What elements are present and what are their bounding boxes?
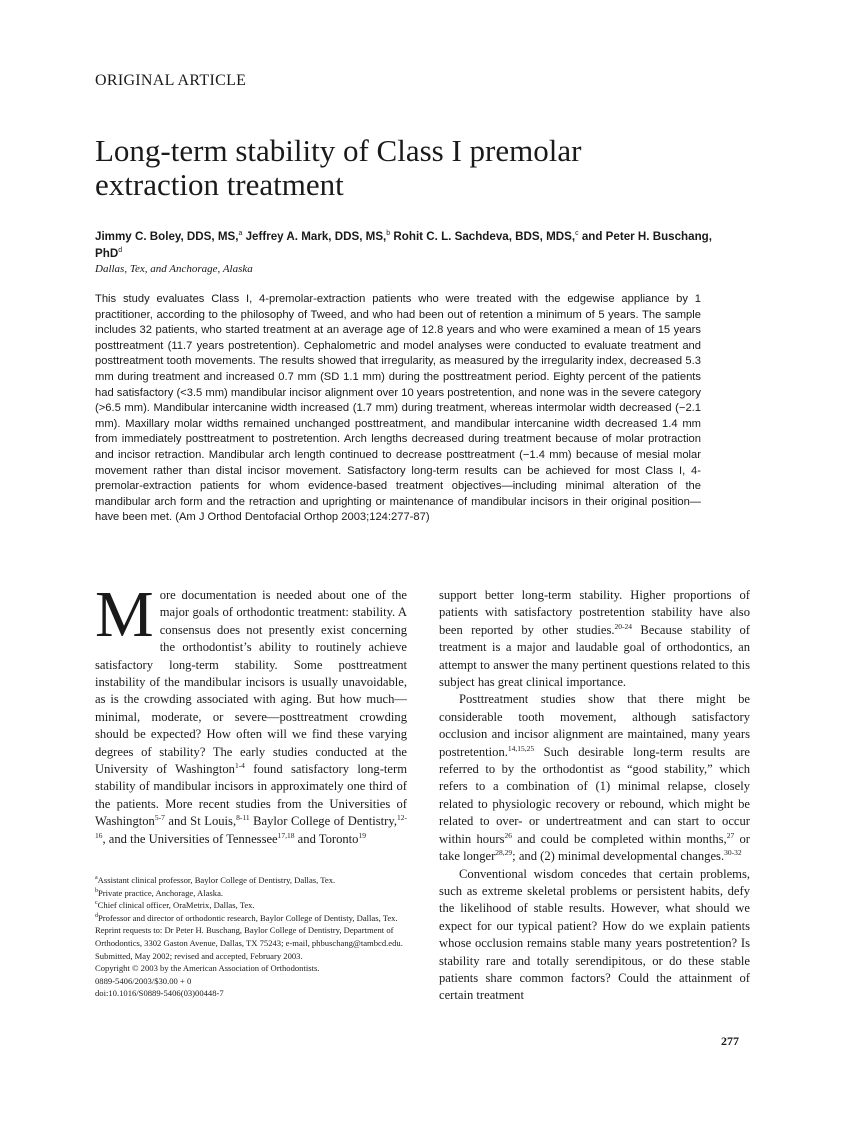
title-line-1: Long-term stability of Class I premolar: [95, 133, 582, 168]
page-number: 277: [721, 1034, 739, 1048]
citation: 19: [358, 830, 366, 840]
citation: 26: [504, 830, 512, 840]
drop-cap: M: [95, 578, 154, 651]
footnote-text: Private practice, Anchorage, Alaska.: [98, 887, 224, 898]
citation: 12-16: [95, 813, 407, 840]
body-text: and St Louis,: [164, 814, 237, 829]
body-text: Because stability of treatment is a major and laudable goal of orthodontics, an attempt to answer the many pertinent questions related to this subject has great clinical importance.: [439, 622, 750, 690]
footnotes: [95, 874, 407, 1000]
author-name: Peter H. Buschang, PhD: [95, 230, 712, 260]
footnote-text: Reprint requests to: Dr Peter H. Buschang, Baylor College of Dentistry, Department of Orthodontics, 3302 Gaston Avenue, Dallas, TX 75243; e-mail, phbuschang@tambcd.edu.: [95, 925, 403, 948]
footnote-mark: a: [95, 875, 98, 882]
footnote: [95, 950, 407, 963]
footnote: [95, 962, 407, 975]
citation: 20-24: [614, 621, 633, 631]
footnote: [95, 975, 407, 988]
body-text: Conventional wisdom concedes that certain problems, such as extreme skeletal problems or persistent habits, defy the likelihood of stable results. However, what should we expect for our typical patient? How do we explain patients whose occlusion remains stable many years postretention? Is stability rare and totally serendipitous, or do these stable patients share common factors? Could the attainment of certain treatment: [439, 866, 750, 1003]
footnote: [95, 912, 407, 925]
footnote: [95, 887, 407, 900]
footnote-text: Assistant clinical professor, Baylor College of Dentistry, Dallas, Tex.: [97, 875, 336, 885]
section-label: ORIGINAL ARTICLE: [95, 72, 247, 89]
author-affiliation-mark: d: [118, 247, 123, 255]
citation: 28,29: [495, 847, 513, 857]
article-title: [95, 134, 775, 202]
citation: 17,18: [277, 830, 295, 840]
body-text: and could be completed within months,: [511, 831, 727, 846]
author-affiliation-mark: a: [238, 230, 243, 238]
footnote-text: Professor and director of orthodontic research, Baylor College of Dentisty, Dallas, Tex.: [98, 912, 398, 923]
paragraph-conventional-wisdom: [439, 866, 750, 1005]
citation: 1-4: [234, 760, 245, 770]
body-text: Posttreatment studies show that there might be considerable tooth movement, although satisfactory occlusion and incisor alignment are maintained, many years postretention.: [439, 692, 750, 759]
title-line-2: extraction treatment: [95, 167, 344, 202]
footnote-text: Submitted, May 2002; revised and accepted, February 2003.: [95, 950, 303, 961]
body-text: Baylor College of Dentistry,: [249, 814, 397, 829]
citation: 5-7: [154, 813, 165, 823]
paragraph-stability: [439, 587, 750, 691]
body-text: , and the Universities of Tennessee: [102, 831, 278, 846]
citation: 14,15,25: [507, 743, 535, 753]
left-column: [95, 578, 408, 848]
body-text: found satisfactory long-term stability of mandibular incisors in approximately one third of the patients. More recent studies from the Universities of Washington: [95, 762, 408, 829]
body-text: ; and (2) minimal developmental changes.: [512, 849, 725, 864]
intro-paragraph: [95, 578, 408, 848]
footnote: [95, 987, 407, 1000]
footnote: [95, 899, 407, 912]
footnote-text: doi:10.1016/S0889-5406(03)00448-7: [95, 988, 224, 999]
citation: 30-32: [724, 847, 742, 857]
body-text: support better long-term stability. Higher proportions of patients with satisfactory postretention stability have also been reported by other studies.: [439, 588, 750, 637]
footnote-text: Chief clinical officer, OraMetrix, Dallas, Tex.: [97, 900, 255, 911]
citation: 27: [726, 830, 735, 840]
footnote-text: 0889-5406/2003/$30.00 + 0: [95, 975, 192, 986]
author-name: Jeffrey A. Mark, DDS, MS,: [245, 230, 387, 243]
author-list: Jimmy C. Boley, DDS, MS,$^a$ Jeffrey A. Mark, DDS, MS,$^b$ Rohit C. L. Sachdeva, BDS, MDS,$^c$ and Peter H. Buschang, PhD$^d$: [95, 230, 712, 260]
author-affiliation-mark: b: [386, 230, 391, 238]
paragraph-posttreatment: [439, 691, 750, 865]
affiliation: Dallas, Tex, and Anchorage, Alaska: [95, 263, 253, 275]
citation: 8-11: [236, 813, 250, 823]
author-affiliation-mark: c: [575, 230, 579, 238]
body-text: Such desirable long-term results are referred to by the orthodontist as “good stability,” which refers to a combination of (1) minimal relapse, closely related to physiologic recovery or rebound, which might be related to over- or undertreatment and can start to occur within hours: [439, 744, 750, 846]
author-name: Rohit C. L. Sachdeva, BDS, MDS,: [393, 230, 576, 243]
footnote: [95, 924, 407, 949]
body-text: and Toronto: [294, 831, 359, 846]
author-name: Jimmy C. Boley, DDS, MS,: [95, 230, 239, 243]
abstract: This study evaluates Class I, 4-premolar-extraction patients who were treated with the edgewise appliance by 1 practitioner, according to the philosophy of Tweed, and who had been out of retention a minimum of 5 years. The sample includes 32 patients, who started treatment at an average age of 12.8 years and who were examined a mean of 15 years posttreatment (11.7 years postretention). Cephalometric and model analyses were conducted to evaluate treatment and posttreatment tooth movements. The results showed that irregularity, as measured by the irregularity index, decreased 5.3 mm during treatment and increased 0.7 mm (SD 1.1 mm) during the posttreatment period. Eighty percent of the patients had satisfactory (<3.5 mm) mandibular incisor alignment over 10 years postretention, and none was in the severe category (>6.5 mm). Mandibular intercanine width increased (1.7 mm) during treatment, whereas intermolar width decreased (−2.1 mm). Maxillary molar widths remained unchanged posttreatment, and mandibular intercanine width decreased 1.4 mm from immediately posttreatment to postretention. Arch lengths decreased during treatment because of molar protraction and incisor retraction. Mandibular arch length continued to decrease posttreatment (−1.4 mm) because of mesial molar movement rather than distal incisor movement. Satisfactory long-term results can be achieved for most Class I, 4-premolar-extraction patients for whom evidence-based treatment objectives—including minimal alteration of the mandibular arch form and the retraction and uprighting or maintenance of mandibular incisors in their original position—have been met. (Am J Orthod Dentofacial Orthop 2003;124:277-87): [95, 293, 701, 524]
footnote-mark: d: [95, 912, 98, 919]
footnote: [95, 874, 407, 887]
footnote-mark: b: [95, 887, 98, 894]
right-column: [439, 587, 750, 1005]
body-text: ore documentation is needed about one of the major goals of orthodontic treatment: stability. A consensus does not presently exist concerning the orthodontist’s ability to routinely achieve satisfactory long-term stability. Some posttreatment instability of the mandibular incisors is usually unavoidable, as is the crowding associated with aging. But how much—minimal, moderate, or severe—posttreatment crowding should be expected? How often will we find these varying degrees of stability? The early studies conducted at the University of Washington: [95, 588, 407, 777]
footnote-text: Copyright © 2003 by the American Association of Orthodontists.: [95, 963, 320, 974]
body-text: or take longer: [439, 831, 750, 864]
footnote-mark: c: [95, 900, 98, 907]
